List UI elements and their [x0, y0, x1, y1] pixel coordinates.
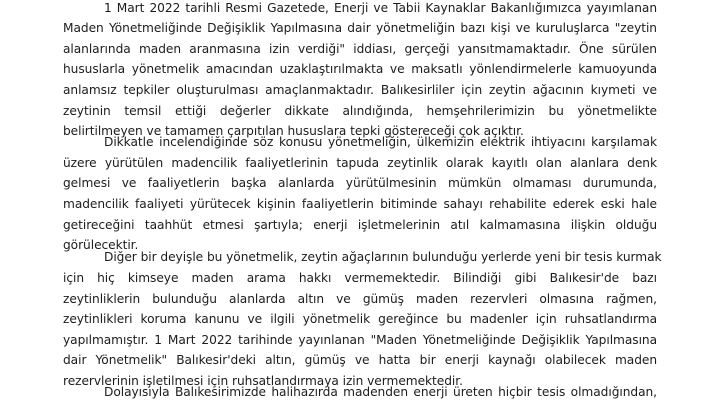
paragraph-3-line-6: dair Yönetmelik" Balıkesir'deki altın, gümüş ve hatta bir enerji kaynağı olabilecek maden: [63, 353, 657, 368]
paragraph-1-line-1: 1 Mart 2022 tarihli Resmi Gazetede, Enerji ve Tabii Kaynaklar Bakanlığımızca yayımlanan: [104, 0, 657, 15]
paragraph-2-line-4: madencilik faaliyeti yürütecek kişinin faaliyetlerin bitiminde sahayı rehabilite ederek eski hale: [63, 197, 657, 211]
paragraph-2-line-1: Dikkatle incelendiğinde söz konusu yönetmeliğin, ülkemizin elektrik ihtiyacını karşılamak: [104, 135, 657, 150]
paragraph-1-line-3: alanlarında maden aranmasına izin verdiği" iddiası, gerçeği yansıtmamaktadır. Öne sürülen: [63, 41, 657, 56]
paragraph-2-line-6: görülecektir.: [63, 238, 139, 253]
paragraph-1-line-2: Maden Yönetmeliğinde Değişiklik Yapılmasına dair yönetmeliğin bazı kişi ve kuruluşlarca "zeytin: [63, 21, 657, 36]
paragraph-2-line-3: gelmesi ve faaliyetlerin başka alanlarda yürütülmesinin mümkün olmaması durumunda,: [63, 176, 657, 191]
paragraph-3-line-4: zeytinlikleri koruma kanunu ve ilgili yönetmelik gereğince bu madenler için ruhsatlandırma: [63, 312, 657, 327]
paragraph-3-line-3: zeytinliklerin bulunduğu alanlarda altın ve gümüş maden rezervleri olmasına rağmen,: [63, 291, 657, 306]
paragraph-3-line-1: Diğer bir deyişle bu yönetmelik, zeytin ağaçlarının bulunduğu yerlerde yeni bir tesis kurmak: [104, 250, 662, 265]
paragraph-1-line-7: belirtilmeyen ve tamamen çarpıtılan hususlara tepki göstereceği çok açıktır.: [63, 124, 524, 139]
paragraph-1-line-4: hususlarla yönetmelik amacından uzaklaştırılmakta ve maksatlı yönlendirmelerle kamuoyunda: [63, 62, 657, 77]
paragraph-3-line-7: rezervlerinin işletilmesi için ruhsatlandırmaya izin vermemektedir.: [63, 374, 463, 388]
paragraph-4-line-1: Dolayısıyla Balıkesirimizde halihazırda madenden enerji üreten hiçbir tesis olmadığından,: [104, 385, 657, 399]
paragraph-2-line-5: getireceğini taahhüt etmesi şartıyla; enerji işletmelerinin atıl kalmamasına ilişkin olduğu: [63, 217, 657, 232]
paragraph-2-line-2: üzere yürütülen madencilik faaliyetlerinin tapuda zeytinlik olarak kayıtlı olan alanlara denk: [63, 155, 657, 170]
paragraph-3-line-2: için hiç kimseye maden arama hakkı vermemektedir. Bilindiği gibi Balıkesir'de bazı: [63, 271, 657, 285]
paragraph-1-line-5: anlamsız tepkiler oluşturulması amaçlanmaktadır. Balıkesirliler için zeytin ağacının kıymeti ve: [63, 82, 657, 97]
paragraph-1-line-6: zeytinin temsil ettiği değerler dikkate alındığında, hemşehrilerimizin bu yönetmelikte: [63, 103, 657, 118]
paragraph-3-line-5: yapılmamıştır. 1 Mart 2022 tarihinde yayınlanan "Maden Yönetmeliğinde Değişiklik Yapılmasına: [63, 332, 657, 347]
